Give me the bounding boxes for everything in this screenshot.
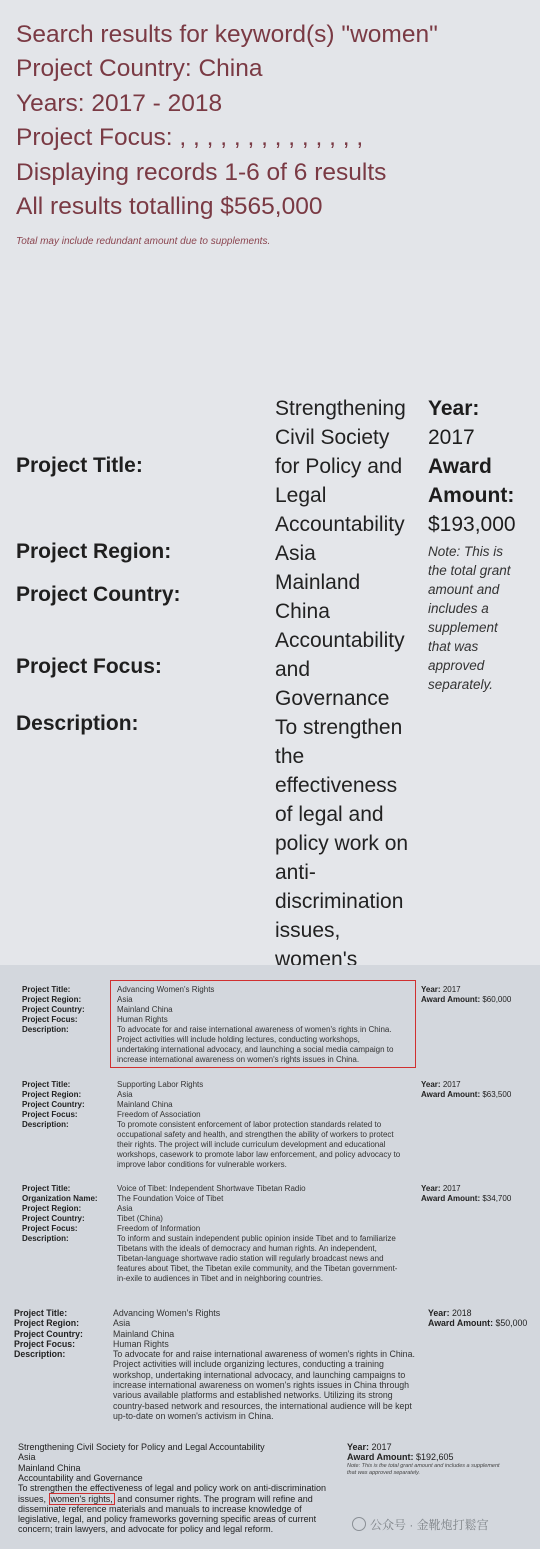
big-region-label: Project Region:: [16, 540, 172, 563]
text-span: and consumer rights. The program will refine and: [117, 1493, 313, 1504]
award: [347, 1452, 454, 1462]
record-description-line: Tibetan-language shortwave radio station will regularly broadcast news and: [117, 1254, 384, 1263]
years-line: Years: 2017 - 2018: [16, 90, 223, 117]
year-label: Year:: [421, 1080, 441, 1089]
big-award-label-1: Award: [428, 455, 492, 478]
record-title: Strengthening Civil Society for Policy and Legal Accountability: [18, 1442, 265, 1452]
record-title: Supporting Labor Rights: [117, 1080, 204, 1089]
record-values: [117, 1184, 397, 1284]
year-value: 2017: [442, 1184, 461, 1193]
total-note: Total may include redundant amount due to supplements.: [16, 236, 271, 247]
big-value-line: policy work on: [275, 832, 409, 855]
big-focus-label: Project Focus:: [16, 655, 162, 678]
record-description-line: To strengthen the effectiveness of legal and policy work on anti-discrimination: [18, 1483, 327, 1494]
record-focus: Accountability and Governance: [18, 1472, 143, 1483]
award-label: Award Amount:: [428, 1318, 493, 1329]
big-value-line: Legal: [275, 484, 327, 507]
record-description-line: workshop, undertaking international advocacy, and launching campaigns to: [113, 1369, 406, 1380]
record-country: Mainland China: [113, 1328, 175, 1339]
big-year-value: 2017: [428, 426, 475, 449]
record-description-line: up-to-date on women's activism in China.: [113, 1410, 274, 1421]
big-value-line: To strengthen: [275, 716, 403, 739]
focus-label: Project Focus:: [14, 1338, 76, 1349]
big-description-label: Description:: [16, 712, 139, 735]
big-value-line: Strengthening: [275, 397, 406, 420]
record-country: Mainland China: [117, 1005, 173, 1014]
description-label: Description:: [22, 1234, 69, 1243]
record-region: Asia: [117, 1090, 133, 1099]
award-label: Award Amount:: [421, 1090, 481, 1099]
description-label: Description:: [22, 1025, 69, 1034]
record-focus: Freedom of Association: [117, 1110, 201, 1119]
award: [428, 1318, 527, 1328]
big-value-line: issues,: [275, 919, 341, 942]
award-label: Award Amount:: [421, 995, 481, 1004]
record-description-line: disseminate reference materials and manuals to increase knowledge of: [18, 1503, 302, 1514]
record-title: Advancing Women's Rights: [113, 1308, 221, 1318]
record-description-line: increase international awareness on women's rights issues in China.: [117, 1055, 360, 1064]
record-description-line: increase international awareness on women's rights issues in China through: [113, 1380, 410, 1391]
record-description-line: features about Tibet, the Tibetan exile community, and the Tibetan government-: [117, 1264, 398, 1273]
focus-label: Project Focus:: [22, 1015, 78, 1024]
record-values: [113, 1308, 415, 1421]
year-value: 2017: [442, 1080, 461, 1089]
title-label: Project Title:: [22, 1184, 71, 1193]
country-label: Project Country:: [22, 1100, 85, 1109]
big-value-line: Governance: [275, 687, 390, 710]
record-description-line: their rights. The project will include curriculum development and educational: [117, 1140, 386, 1149]
big-year-award: [428, 394, 540, 694]
record-description-line: To advocate for and raise international awareness of women's rights in China.: [117, 1025, 392, 1034]
record-focus: Human Rights: [113, 1338, 169, 1349]
big-note-line: includes a: [428, 601, 489, 616]
record-region: Asia: [117, 1204, 133, 1213]
record-title: Voice of Tibet: Independent Shortwave Tibetan Radio: [117, 1184, 306, 1193]
big-note-line: the total grant: [428, 563, 511, 578]
record-description-line: undertaking international advocacy, and launching a social media campaign to: [117, 1045, 394, 1054]
big-value-line: for Policy and: [275, 455, 403, 478]
title-label: Project Title:: [14, 1308, 68, 1318]
wechat-icon: [352, 1517, 366, 1531]
region-label: Project Region:: [22, 1204, 82, 1213]
big-value-line: discrimination: [275, 890, 404, 913]
record-values: [117, 985, 393, 1065]
region-label: Project Region:: [22, 995, 82, 1004]
record-focus: Freedom of Information: [117, 1224, 201, 1233]
record-country: Tibet (China): [117, 1214, 163, 1223]
record-region: Asia: [117, 995, 133, 1004]
big-value-line: and: [275, 658, 311, 681]
project-country-line: Project Country: China: [16, 55, 263, 82]
record-region: Asia: [18, 1452, 36, 1463]
year-label: Year:: [347, 1442, 370, 1452]
record-description-line: Project activities will include organizing lectures, conducting a training: [113, 1359, 384, 1370]
big-value-line: the: [275, 745, 305, 768]
record-description-line: To inform and sustain independent public opinion inside Tibet and to familiarize: [117, 1234, 396, 1243]
award-note: Note: This is the total grant amount and includes a supplement that was approved separately.: [347, 1463, 500, 1476]
big-note-line: approved: [428, 658, 485, 673]
big-value-line: Civil Society: [275, 426, 390, 449]
award: [421, 1194, 511, 1204]
award: [421, 1090, 511, 1100]
record-description-line: legislative, legal, and policy frameworks governing specific areas of current: [18, 1514, 317, 1525]
record-country: Mainland China: [18, 1462, 81, 1473]
big-value-line: anti-: [275, 861, 316, 884]
focus-label: Project Focus:: [22, 1224, 78, 1233]
region-label: Project Region:: [14, 1318, 80, 1329]
award-label: Award Amount:: [347, 1452, 414, 1463]
big-award-amount: $193,000: [428, 513, 516, 536]
highlighted-phrase: women's rights,: [50, 1493, 113, 1504]
record-description-line: in-exile to audiences in Tibet and in neighboring countries.: [117, 1274, 323, 1283]
big-note-line: amount and: [428, 582, 500, 597]
total-line: All results totalling $565,000: [16, 193, 323, 220]
record-description-line: concern; train lawyers, and advocate for policy and legal reform.: [18, 1524, 274, 1535]
record-country: Mainland China: [117, 1100, 173, 1109]
country-label: Project Country:: [14, 1328, 83, 1339]
record-description-line: workshops, casework to promote labor law enforcement, and policy advocacy to: [117, 1150, 401, 1159]
big-note-line: Note: This is: [428, 544, 504, 559]
record-description-line: Tibetans with the ideals of democracy and human rights. An independent,: [117, 1244, 377, 1253]
record-description-line: country-based network and resources, the international audience will be kept: [113, 1400, 412, 1411]
record-values: [117, 1080, 400, 1170]
award-value: $34,700: [482, 1194, 512, 1203]
record-region: Asia: [113, 1318, 131, 1329]
big-value-line: China: [275, 600, 330, 623]
enlarged-record: [0, 270, 540, 965]
big-value-line: Mainland: [275, 571, 361, 594]
year-value: 2017: [442, 985, 461, 994]
year: [421, 985, 461, 995]
big-note-line: supplement: [428, 620, 498, 635]
record-description-line: [18, 1494, 313, 1504]
watermark: [352, 1516, 540, 1536]
record-focus: Human Rights: [117, 1015, 168, 1024]
big-value-line: women's: [275, 948, 358, 965]
description-label: Description:: [14, 1349, 66, 1360]
year-label: Year:: [421, 1184, 441, 1193]
year: [428, 1308, 472, 1318]
region-label: Project Region:: [22, 1090, 82, 1099]
record-description-line: To advocate for and raise international awareness of women's rights in China.: [113, 1349, 415, 1360]
record-title: Advancing Women's Rights: [117, 985, 215, 994]
award-value: $60,000: [482, 995, 512, 1004]
big-value-line: Asia: [275, 542, 316, 565]
year: [347, 1442, 392, 1452]
record-description-line: various available platforms and established networks. Utilizing its strong: [113, 1390, 393, 1401]
award-value: $192,605: [416, 1452, 454, 1463]
year: [421, 1080, 461, 1090]
project-focus-line: Project Focus: , , , , , , , , , , , , , ,: [16, 124, 364, 151]
big-award-label-2: Amount:: [428, 484, 515, 507]
organization-label: Organization Name:: [22, 1194, 98, 1203]
big-year-label: Year:: [428, 397, 480, 420]
record-description-line: improve labor conditions for vulnerable workers.: [117, 1160, 287, 1169]
year-value: 2018: [451, 1308, 472, 1318]
records-count-line: Displaying records 1-6 of 6 results: [16, 159, 387, 186]
record-description-line: occupational safety and health, and strengthen the ability of workers to protect: [117, 1130, 394, 1139]
year-label: Year:: [428, 1308, 450, 1318]
title-label: Project Title:: [22, 985, 71, 994]
big-note-line: that was: [428, 639, 479, 654]
year-label: Year:: [421, 985, 441, 994]
search-summary: [0, 0, 540, 270]
big-value-line: of legal and: [275, 803, 384, 826]
watermark-text: 公众号 · 金靴炮打鬆宫: [370, 1518, 489, 1532]
description-label: Description:: [22, 1120, 69, 1129]
award-value: $63,500: [482, 1090, 512, 1099]
country-label: Project Country:: [22, 1005, 85, 1014]
big-value-line: Accountability: [275, 513, 405, 536]
big-value-line: effectiveness: [275, 774, 398, 797]
record-description-line: To promote consistent enforcement of labor protection standards related to: [117, 1120, 382, 1129]
big-country-label: Project Country:: [16, 583, 181, 606]
big-title-label: Project Title:: [16, 454, 143, 477]
award-value: $50,000: [495, 1318, 528, 1329]
record-description-line: Project activities will include holding lectures, conducting workshops,: [117, 1035, 360, 1044]
record-organization: The Foundation Voice of Tibet: [117, 1194, 224, 1203]
award: [421, 995, 511, 1005]
text-span: issues,: [18, 1493, 47, 1504]
big-record-values: [275, 394, 427, 965]
year: [421, 1184, 461, 1194]
big-award-note: [428, 542, 540, 694]
search-keyword-line: Search results for keyword(s) "women": [16, 21, 438, 48]
big-note-line: separately.: [428, 677, 494, 692]
title-label: Project Title:: [22, 1080, 71, 1089]
award-label: Award Amount:: [421, 1194, 481, 1203]
big-value-line: Accountability: [275, 629, 405, 652]
country-label: Project Country:: [22, 1214, 85, 1223]
year-value: 2017: [371, 1442, 392, 1452]
focus-label: Project Focus:: [22, 1110, 78, 1119]
